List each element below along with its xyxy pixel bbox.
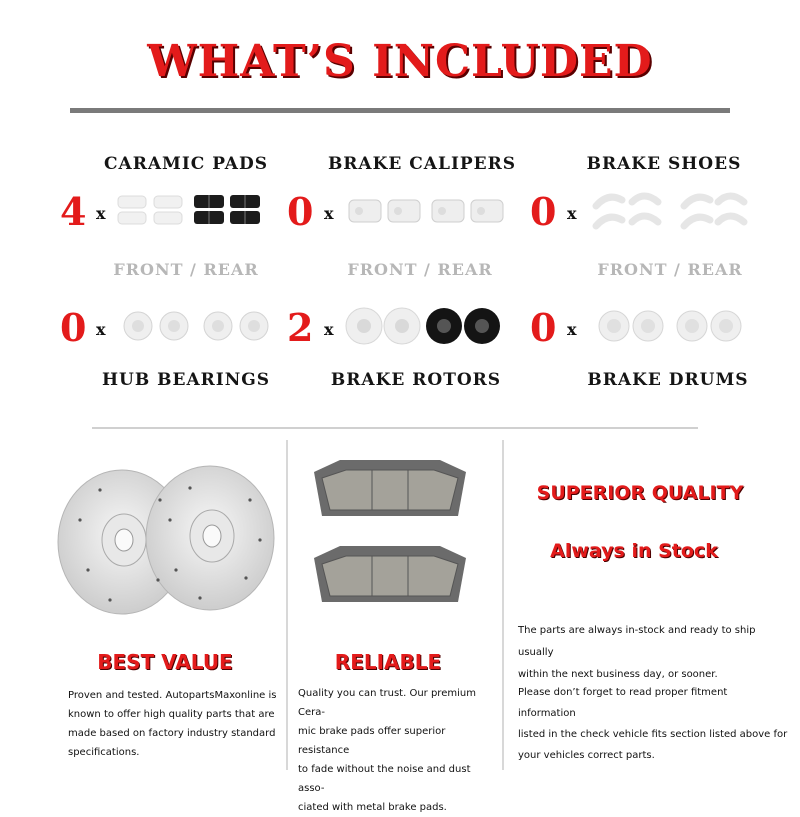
label-brake-rotors: BRAKE ROTORS <box>330 370 502 390</box>
times-sign: x <box>567 320 577 339</box>
times-sign: x <box>567 204 577 223</box>
section-divider <box>92 427 698 429</box>
qty-hub-bearings: 0 <box>60 305 87 350</box>
qty-brake-rotors: 2 <box>287 305 314 350</box>
front-rear-label: FRONT / REAR <box>347 260 493 279</box>
column-divider <box>502 440 504 770</box>
front-rear-label: FRONT / REAR <box>113 260 259 279</box>
times-sign: x <box>96 204 106 223</box>
in-stock-heading: Always in Stock <box>550 540 718 562</box>
title-divider <box>70 108 730 113</box>
brake-shoes-icon <box>590 188 750 232</box>
best-value-heading: BEST VALUE <box>97 650 233 674</box>
times-sign: x <box>324 204 334 223</box>
column-divider <box>286 440 288 770</box>
brake-drums-icon <box>596 308 752 344</box>
qty-brake-calipers: 0 <box>287 189 314 234</box>
times-sign: x <box>96 320 106 339</box>
fitment-text: Please don’t forget to read proper fitment information listed in the check vehicle fits section listed above for your vehicles correct parts. <box>518 687 788 761</box>
brake-pads-icon <box>116 192 266 228</box>
label-hub-bearings: HUB BEARINGS <box>101 370 271 390</box>
qty-ceramic-pads: 4 <box>60 189 87 234</box>
reliable-heading: RELIABLE <box>334 650 442 674</box>
brake-pads-image <box>300 452 480 622</box>
qty-brake-drums: 0 <box>530 305 557 350</box>
hub-bearings-icon <box>118 306 278 346</box>
label-brake-calipers: BRAKE CALIPERS <box>327 154 517 174</box>
best-value-text: Proven and tested. AutopartsMaxonline is known to offer high quality parts that are made based on factory industry standard specifications. <box>68 690 277 758</box>
label-brake-drums: BRAKE DRUMS <box>587 370 749 390</box>
rotor-pair-image <box>50 460 280 620</box>
page-title: WHAT’S INCLUDED <box>147 36 653 87</box>
front-rear-label: FRONT / REAR <box>597 260 743 279</box>
brake-rotors-icon <box>344 306 504 346</box>
brake-calipers-icon <box>346 194 506 226</box>
superior-quality-heading: SUPERIOR QUALITY <box>536 482 744 504</box>
stock-text: The parts are always in-stock and ready to ship usually within the next business day, or sooner. <box>518 625 756 680</box>
label-brake-shoes: BRAKE SHOES <box>586 154 742 174</box>
qty-brake-shoes: 0 <box>530 189 557 234</box>
label-ceramic-pads: CARAMIC PADS <box>103 154 268 174</box>
reliable-text: Quality you can trust. Our premium Cera- mic brake pads offer superior resistance to fade without the noise and dust asso- ciated with metal brake pads. <box>298 688 476 813</box>
times-sign: x <box>324 320 334 339</box>
